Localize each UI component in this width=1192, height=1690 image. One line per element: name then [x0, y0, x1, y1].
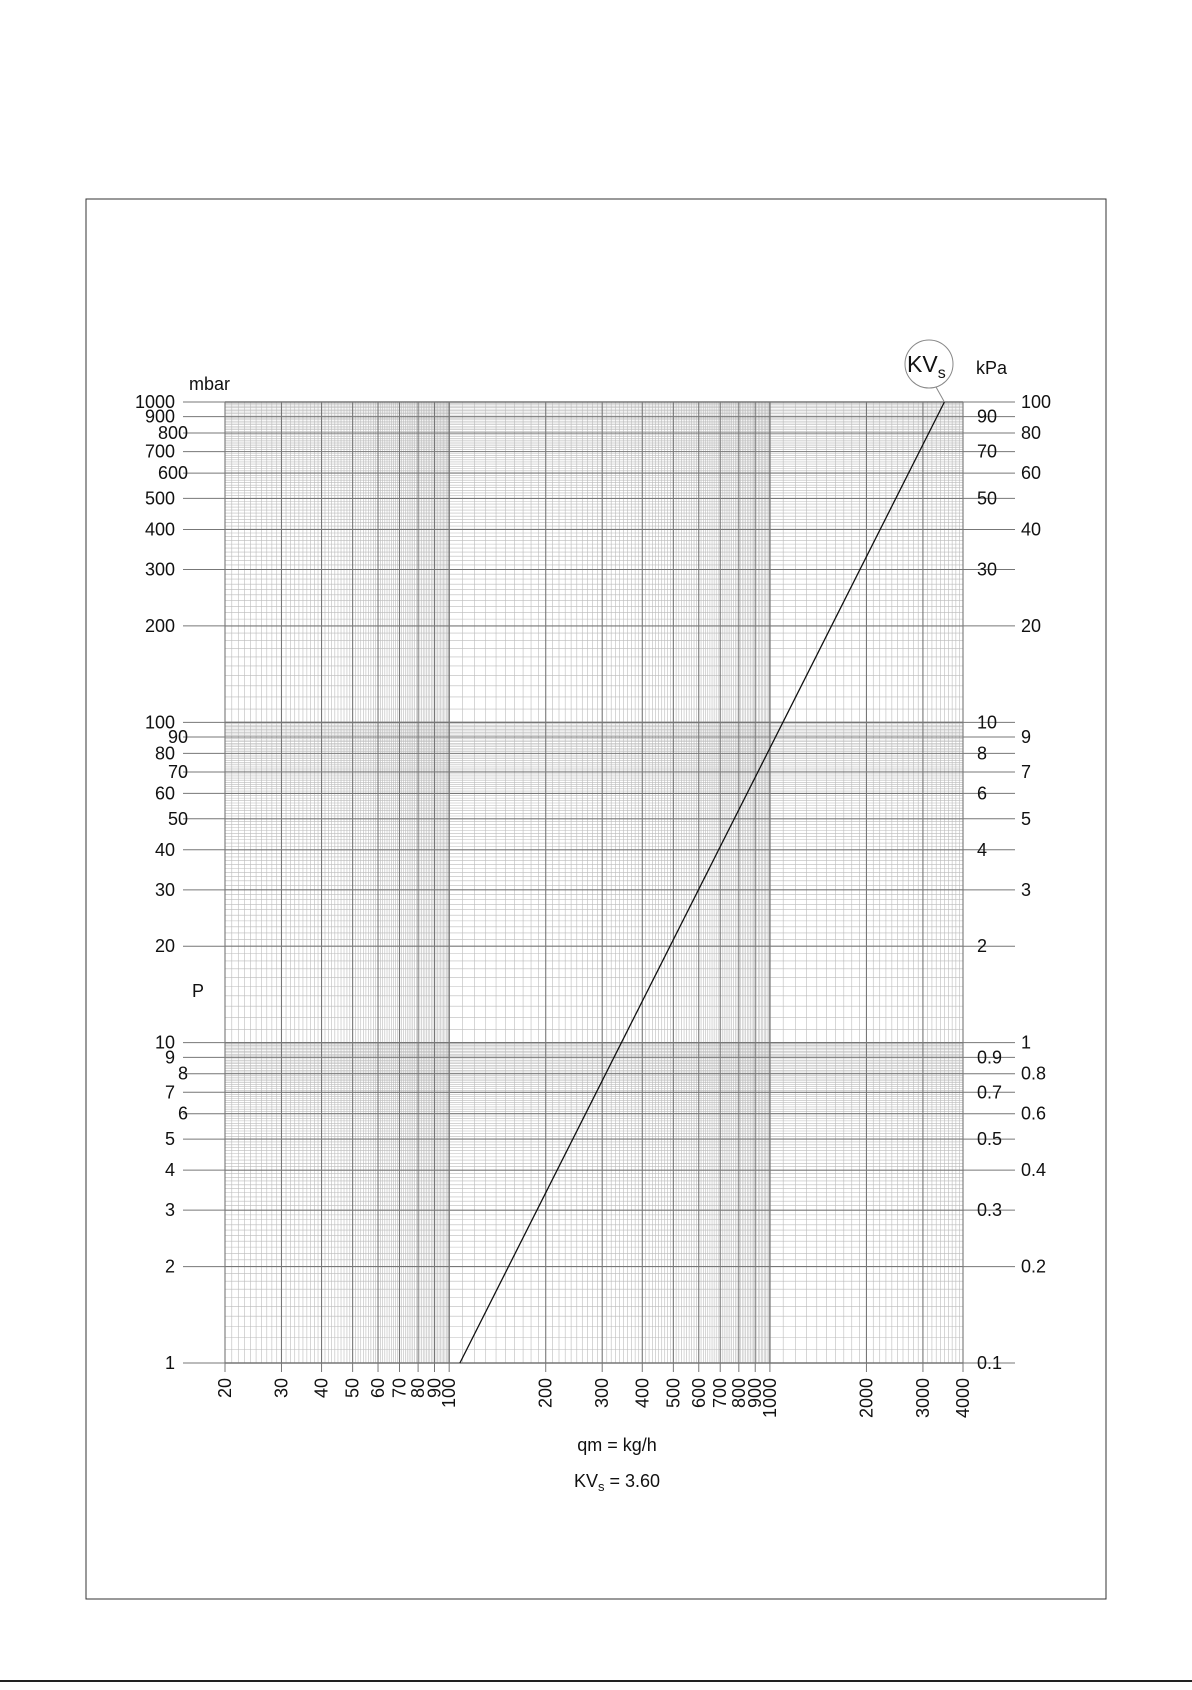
y-tick-label: 60: [154, 783, 175, 804]
y-tick-label: 30: [154, 879, 175, 900]
x-axis-label: qm = kg/h: [577, 1435, 657, 1455]
y-tick-label: 90: [167, 726, 188, 747]
x-tick-label: 2000: [856, 1378, 877, 1419]
y-tick-label: 400: [144, 519, 175, 540]
series-label-main: KV: [907, 351, 938, 377]
y-tick-label: 80: [154, 743, 175, 764]
y-axis-unit-label: mbar: [189, 374, 231, 394]
y-tick-label: 4: [164, 1160, 175, 1181]
x-tick-label: 700: [710, 1378, 731, 1409]
x-tick-label: 90: [424, 1378, 445, 1399]
y-tick-label: 600: [157, 463, 188, 484]
caption-rest: = 3.60: [604, 1471, 661, 1491]
x-tick-label: 800: [728, 1378, 749, 1409]
y-axis-symbol: P: [192, 981, 205, 1001]
x-tick-label: 80: [408, 1378, 429, 1399]
y-tick-label: 300: [144, 559, 175, 580]
series-group: [460, 387, 945, 1363]
y-tick-label: 8: [177, 1063, 188, 1084]
page-bottom-rule: [0, 1680, 1192, 1682]
right-axis: [963, 392, 1051, 1373]
x-axis: [215, 1363, 973, 1418]
x-tick-label: 4000: [953, 1378, 973, 1419]
x-tick-label: 40: [311, 1378, 332, 1399]
x-tick-label: 600: [688, 1378, 709, 1409]
x-tick-label: 100: [439, 1378, 460, 1409]
y2-tick-label: 0.8: [1021, 1063, 1047, 1084]
y-tick-label: 500: [144, 488, 175, 509]
y-tick-label: 100: [144, 712, 175, 733]
y-tick-label: 900: [144, 406, 175, 427]
y2-tick-label: 0.2: [1021, 1256, 1047, 1277]
x-tick-label: 3000: [912, 1378, 933, 1419]
x-tick-label: 50: [342, 1378, 363, 1399]
y-tick-label: 200: [144, 615, 175, 636]
y2-tick-label: 40: [1021, 519, 1042, 540]
y2-tick-label: 0.3: [977, 1200, 1003, 1221]
x-tick-label: 200: [535, 1378, 556, 1409]
x-tick-label: 70: [389, 1378, 410, 1399]
y2-tick-label: 80: [1021, 423, 1042, 444]
series-line: [460, 402, 945, 1363]
y-tick-label: 70: [167, 761, 188, 782]
y-tick-label: 1: [164, 1353, 175, 1373]
y-tick-label: 40: [154, 839, 175, 860]
series-badge-leader: [936, 387, 944, 402]
y2-tick-label: 0.9: [977, 1047, 1003, 1068]
y2-tick-label: 70: [977, 441, 998, 462]
y-tick-label: 2: [164, 1256, 175, 1277]
y2-tick-label: 0.5: [977, 1129, 1003, 1150]
y2-tick-label: 1: [1021, 1032, 1032, 1053]
y-tick-label: 7: [164, 1082, 175, 1103]
y2-tick-label: 20: [1021, 615, 1042, 636]
y-tick-label: 800: [157, 423, 188, 444]
y2-tick-label: 60: [1021, 463, 1042, 484]
y-tick-label: 20: [154, 936, 175, 957]
y2-tick-label: 4: [977, 839, 988, 860]
x-tick-label: 20: [215, 1378, 235, 1399]
y-tick-label: 10: [154, 1032, 175, 1053]
y2-tick-label: 0.6: [1021, 1103, 1047, 1124]
caption: [574, 1471, 660, 1494]
y2-tick-label: 3: [1021, 879, 1032, 900]
y2-tick-label: 0.4: [1021, 1160, 1047, 1181]
y2-tick-label: 8: [977, 743, 988, 764]
y2-axis-unit-label: kPa: [976, 358, 1008, 378]
major-grid: [225, 402, 963, 1363]
y2-tick-label: 2: [977, 936, 988, 957]
caption-main: KV: [574, 1471, 599, 1491]
series-label-sub: s: [937, 365, 946, 382]
caption-sub: s: [598, 1479, 605, 1494]
y-tick-label: 6: [177, 1103, 188, 1124]
x-tick-label: 900: [745, 1378, 766, 1409]
y2-tick-label: 0.7: [977, 1082, 1003, 1103]
y2-tick-label: 6: [977, 783, 988, 804]
y2-tick-label: 0.1: [977, 1353, 1003, 1373]
y-tick-label: 9: [164, 1047, 175, 1068]
minor-grid: [225, 402, 963, 1363]
y2-tick-label: 10: [977, 712, 998, 733]
y2-tick-label: 100: [1021, 392, 1052, 412]
y2-tick-label: 90: [977, 406, 998, 427]
x-tick-label: 1000: [759, 1378, 780, 1419]
left-axis: [135, 392, 225, 1373]
x-tick-label: 30: [271, 1378, 292, 1399]
x-tick-label: 500: [663, 1378, 684, 1409]
x-tick-label: 400: [632, 1378, 653, 1409]
x-tick-label: 300: [592, 1378, 613, 1409]
y2-tick-label: 50: [977, 488, 998, 509]
x-tick-label: 60: [368, 1378, 389, 1399]
y-tick-label: 5: [164, 1129, 175, 1150]
y-tick-label: 50: [167, 808, 188, 829]
y2-tick-label: 7: [1021, 761, 1032, 782]
y-tick-label: 3: [164, 1200, 175, 1221]
series-badge: [905, 340, 953, 388]
y2-tick-label: 5: [1021, 808, 1032, 829]
y2-tick-label: 9: [1021, 726, 1032, 747]
y-tick-label: 700: [144, 441, 175, 462]
y2-tick-label: 30: [977, 559, 998, 580]
y-tick-label: 1000: [134, 392, 175, 412]
